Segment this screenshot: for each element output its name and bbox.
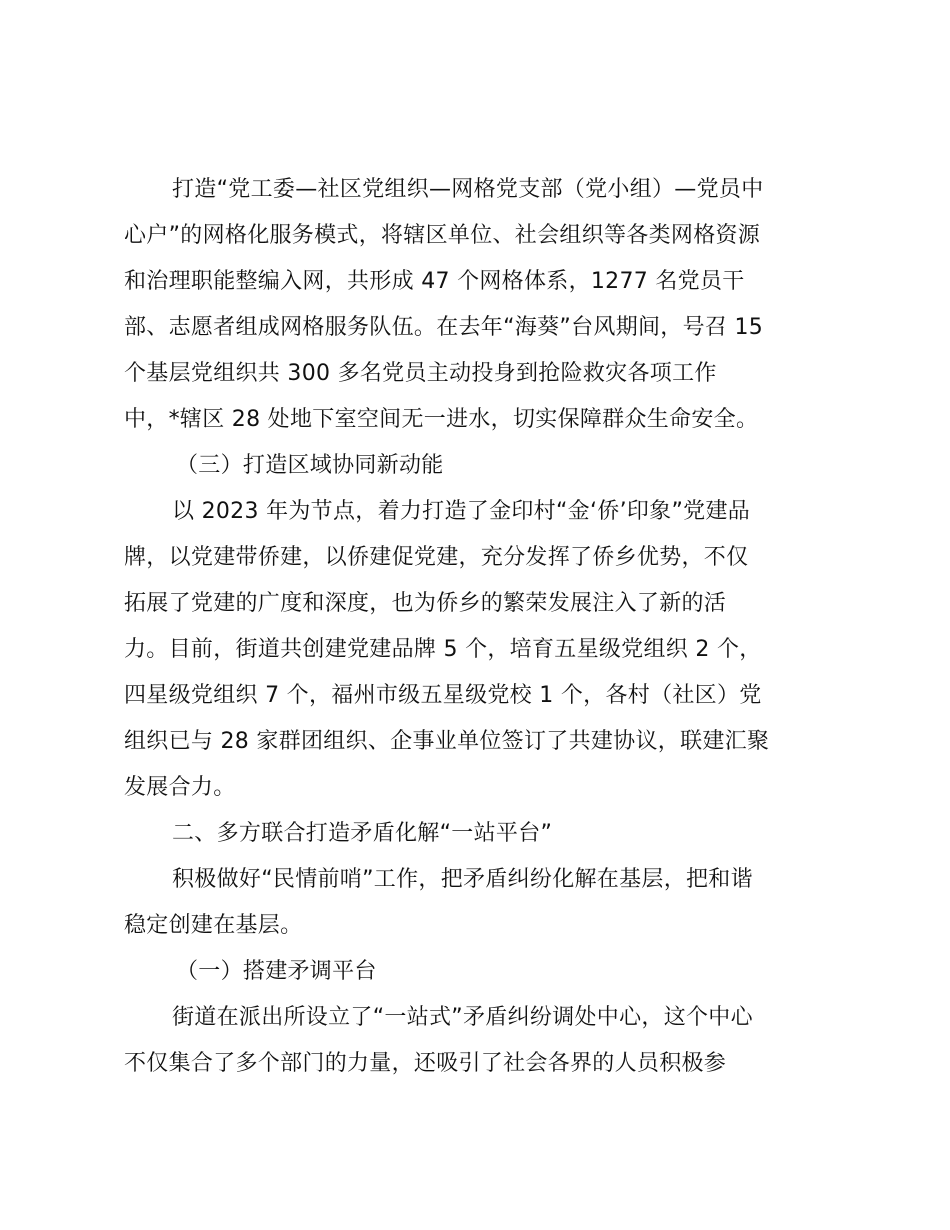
paragraph-line: 不仅集合了多个部门的力量，还吸引了社会各界的人员积极参 — [124, 1051, 727, 1076]
paragraph-line: 组织已与 28 家群团组织、企事业单位签订了共建协议，联建汇聚 — [124, 729, 770, 754]
paragraph-line: 以 2023 年为节点，着力打造了金印村“金‘侨’印象”党建品 — [172, 499, 751, 524]
paragraph-line: 力。目前，街道共创建党建品牌 5 个，培育五星级党组织 2 个， — [124, 637, 762, 662]
paragraph-line: 牌，以党建带侨建，以侨建促党建，充分发挥了侨乡优势，不仅 — [124, 545, 749, 570]
paragraph-line: 稳定创建在基层。 — [124, 913, 303, 938]
section-heading: （三）打造区域协同新动能 — [176, 453, 444, 478]
section-heading: （一）搭建矛调平台 — [176, 959, 377, 984]
paragraph-line: 中，*辖区 28 处地下室空间无一进水，切实保障群众生命安全。 — [124, 407, 759, 432]
section-heading: 二、多方联合打造矛盾化解“一站平台” — [172, 821, 553, 846]
paragraph-line: 街道在派出所设立了“一站式”矛盾纠纷调处中心，这个中心 — [172, 1005, 753, 1030]
paragraph-line: 打造“党工委—社区党组织—网格党支部（党小组）—党员中 — [172, 177, 764, 202]
paragraph-line: 拓展了党建的广度和深度，也为侨乡的繁荣发展注入了新的活 — [124, 591, 727, 616]
paragraph-line: 部、志愿者组成网格服务队伍。在去年“海葵”台风期间，号召 15 — [124, 315, 764, 340]
paragraph-line: 四星级党组织 7 个，福州市级五星级党校 1 个，各村（社区）党 — [124, 683, 762, 708]
paragraph-line: 发展合力。 — [124, 775, 236, 800]
paragraph-line: 和治理职能整编入网，共形成 47 个网格体系，1277 名党员干 — [124, 269, 745, 294]
paragraph-line: 个基层党组织共 300 多名党员主动投身到抢险救灾各项工作 — [124, 361, 717, 386]
paragraph-line: 心户”的网格化服务模式，将辖区单位、社会组织等各类网格资源 — [124, 223, 761, 248]
paragraph-line: 积极做好“民情前哨”工作，把矛盾纠纷化解在基层，把和谐 — [172, 867, 753, 892]
